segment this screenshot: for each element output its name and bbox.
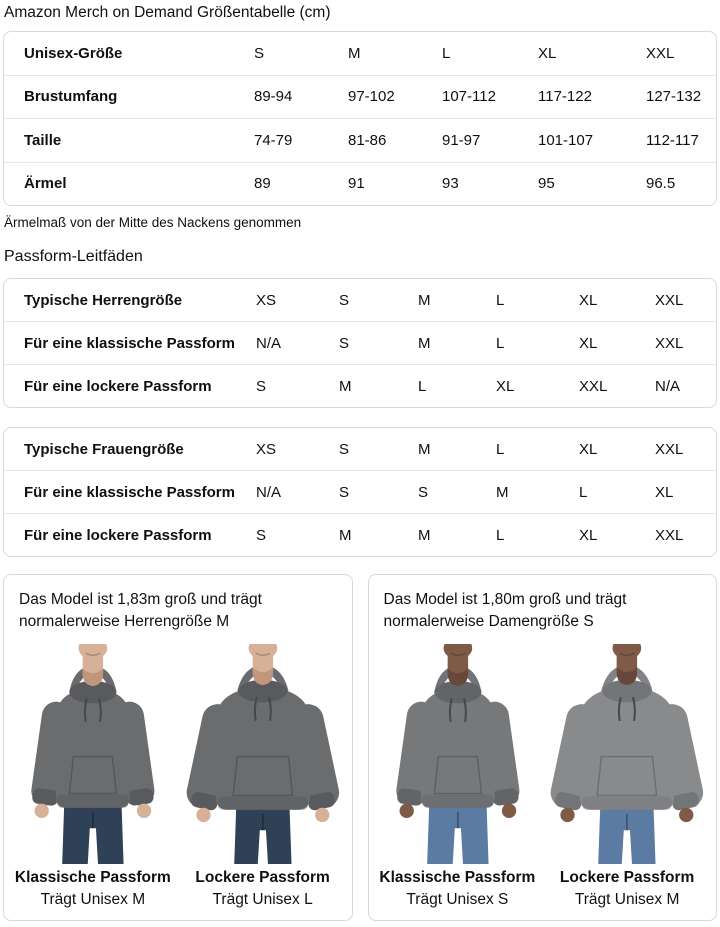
size-value: 107-112 [442,88,496,106]
size-value: M [496,483,509,501]
hoodie-figure-female-loose [545,644,709,864]
size-value: 89 [254,175,271,193]
model-photos [376,644,710,864]
model-photo-loose-fit [181,644,345,864]
table-row [4,428,716,470]
table-row [4,513,716,556]
size-value: M [418,440,431,458]
table-header-row [4,32,716,75]
table-row [4,118,716,162]
fit-label: Lockere Passform [195,869,330,887]
size-value: N/A [655,377,681,395]
size-value: 93 [442,175,459,193]
size-worn-label: Trägt Unisex M [574,891,680,909]
womens-fit-guide-table [3,427,717,557]
size-value: S [256,526,267,544]
size-value: S [256,377,267,395]
size-value: 91 [348,175,365,193]
caption-classic-fit [11,867,175,910]
table-row [4,162,716,206]
table-row [4,321,716,364]
size-value: L [496,526,505,544]
size-worn-label: Trägt Unisex L [212,891,313,909]
row-label: Ärmel [24,175,67,193]
size-value: N/A [256,334,282,352]
size-worn-label: Trägt Unisex M [40,891,146,909]
size-value: L [418,377,427,395]
size-value: M [339,377,352,395]
model-cards [3,574,717,921]
model-photos [11,644,345,864]
column-header: L [442,44,451,62]
female-model-card [368,574,718,921]
size-value: L [496,334,505,352]
size-value: S [339,291,350,309]
size-value: N/A [256,483,282,501]
sleeve-measurement-footnote: Ärmelmaß von der Mitte des Nackens genommen [4,215,302,230]
photo-captions [376,867,710,910]
size-value: XL [579,291,598,309]
table-row [4,279,716,321]
hoodie-figure-male-classic [11,644,175,864]
row-label: Taille [24,131,62,149]
size-value: M [418,291,431,309]
caption-classic-fit [376,867,540,910]
row-label: Für eine klassische Passform [24,334,235,352]
size-value: 112-117 [646,131,699,149]
size-value: XXL [655,291,684,309]
size-value: 96.5 [646,175,676,193]
row-label: Für eine klassische Passform [24,483,235,501]
column-header: M [348,44,361,62]
size-value: 81-86 [348,131,387,149]
size-value: XL [579,440,598,458]
row-label: Unisex-Größe [24,44,123,62]
caption-loose-fit [545,867,709,910]
mens-fit-guide-table [3,278,717,408]
size-value: 74-79 [254,131,293,149]
size-value: XL [496,377,515,395]
caption-loose-fit [181,867,345,910]
size-value: XXL [655,440,684,458]
model-description: Das Model ist 1,80m groß und trägt normalerweise Damengröße S [383,591,627,630]
size-value: 95 [538,175,555,193]
size-value: XXL [655,334,684,352]
fit-guides-heading: Passform-Leitfäden [4,248,143,265]
size-value: 91-97 [442,131,481,149]
male-model-card [3,574,353,921]
size-value: XL [655,483,674,501]
column-header: XL [538,44,557,62]
page-title: Amazon Merch on Demand Größentabelle (cm) [4,4,331,21]
hoodie-figure-female-classic [376,644,540,864]
size-value: 101-107 [538,131,594,149]
size-value: XL [579,526,598,544]
size-value: XS [256,440,277,458]
size-value: 117-122 [538,88,592,106]
size-value: XXL [655,526,684,544]
size-value: XXL [579,377,608,395]
size-value: L [579,483,588,501]
model-photo-classic-fit [376,644,540,864]
photo-captions [11,867,345,910]
fit-label: Klassische Passform [379,869,536,887]
row-label: Typische Frauengröße [24,440,184,458]
table-row [4,364,716,407]
model-photo-loose-fit [545,644,709,864]
size-value: XS [256,291,277,309]
column-header: XXL [646,44,675,62]
fit-label: Lockere Passform [559,869,695,887]
row-label: Für eine lockere Passform [24,377,212,395]
unisex-size-table [3,31,717,206]
size-value: 127-132 [646,88,702,106]
size-value: S [339,334,350,352]
row-label: Für eine lockere Passform [24,526,212,544]
size-value: S [418,483,429,501]
size-value: 89-94 [254,88,293,106]
row-label: Brustumfang [24,88,118,106]
column-header: S [254,44,265,62]
size-value: XL [579,334,598,352]
model-photo-classic-fit [11,644,175,864]
model-description: Das Model ist 1,83m groß und trägt normalerweise Herrengröße M [19,591,262,630]
size-value: M [418,334,431,352]
size-value: L [496,440,505,458]
size-worn-label: Trägt Unisex S [406,891,509,909]
row-label: Typische Herrengröße [24,291,183,309]
size-value: S [339,440,350,458]
size-value: 97-102 [348,88,395,106]
fit-label: Klassische Passform [14,869,171,887]
hoodie-figure-male-loose [181,644,345,864]
size-value: L [496,291,505,309]
size-value: M [339,526,352,544]
size-value: S [339,483,350,501]
size-value: M [418,526,431,544]
table-row [4,470,716,513]
table-row [4,75,716,119]
